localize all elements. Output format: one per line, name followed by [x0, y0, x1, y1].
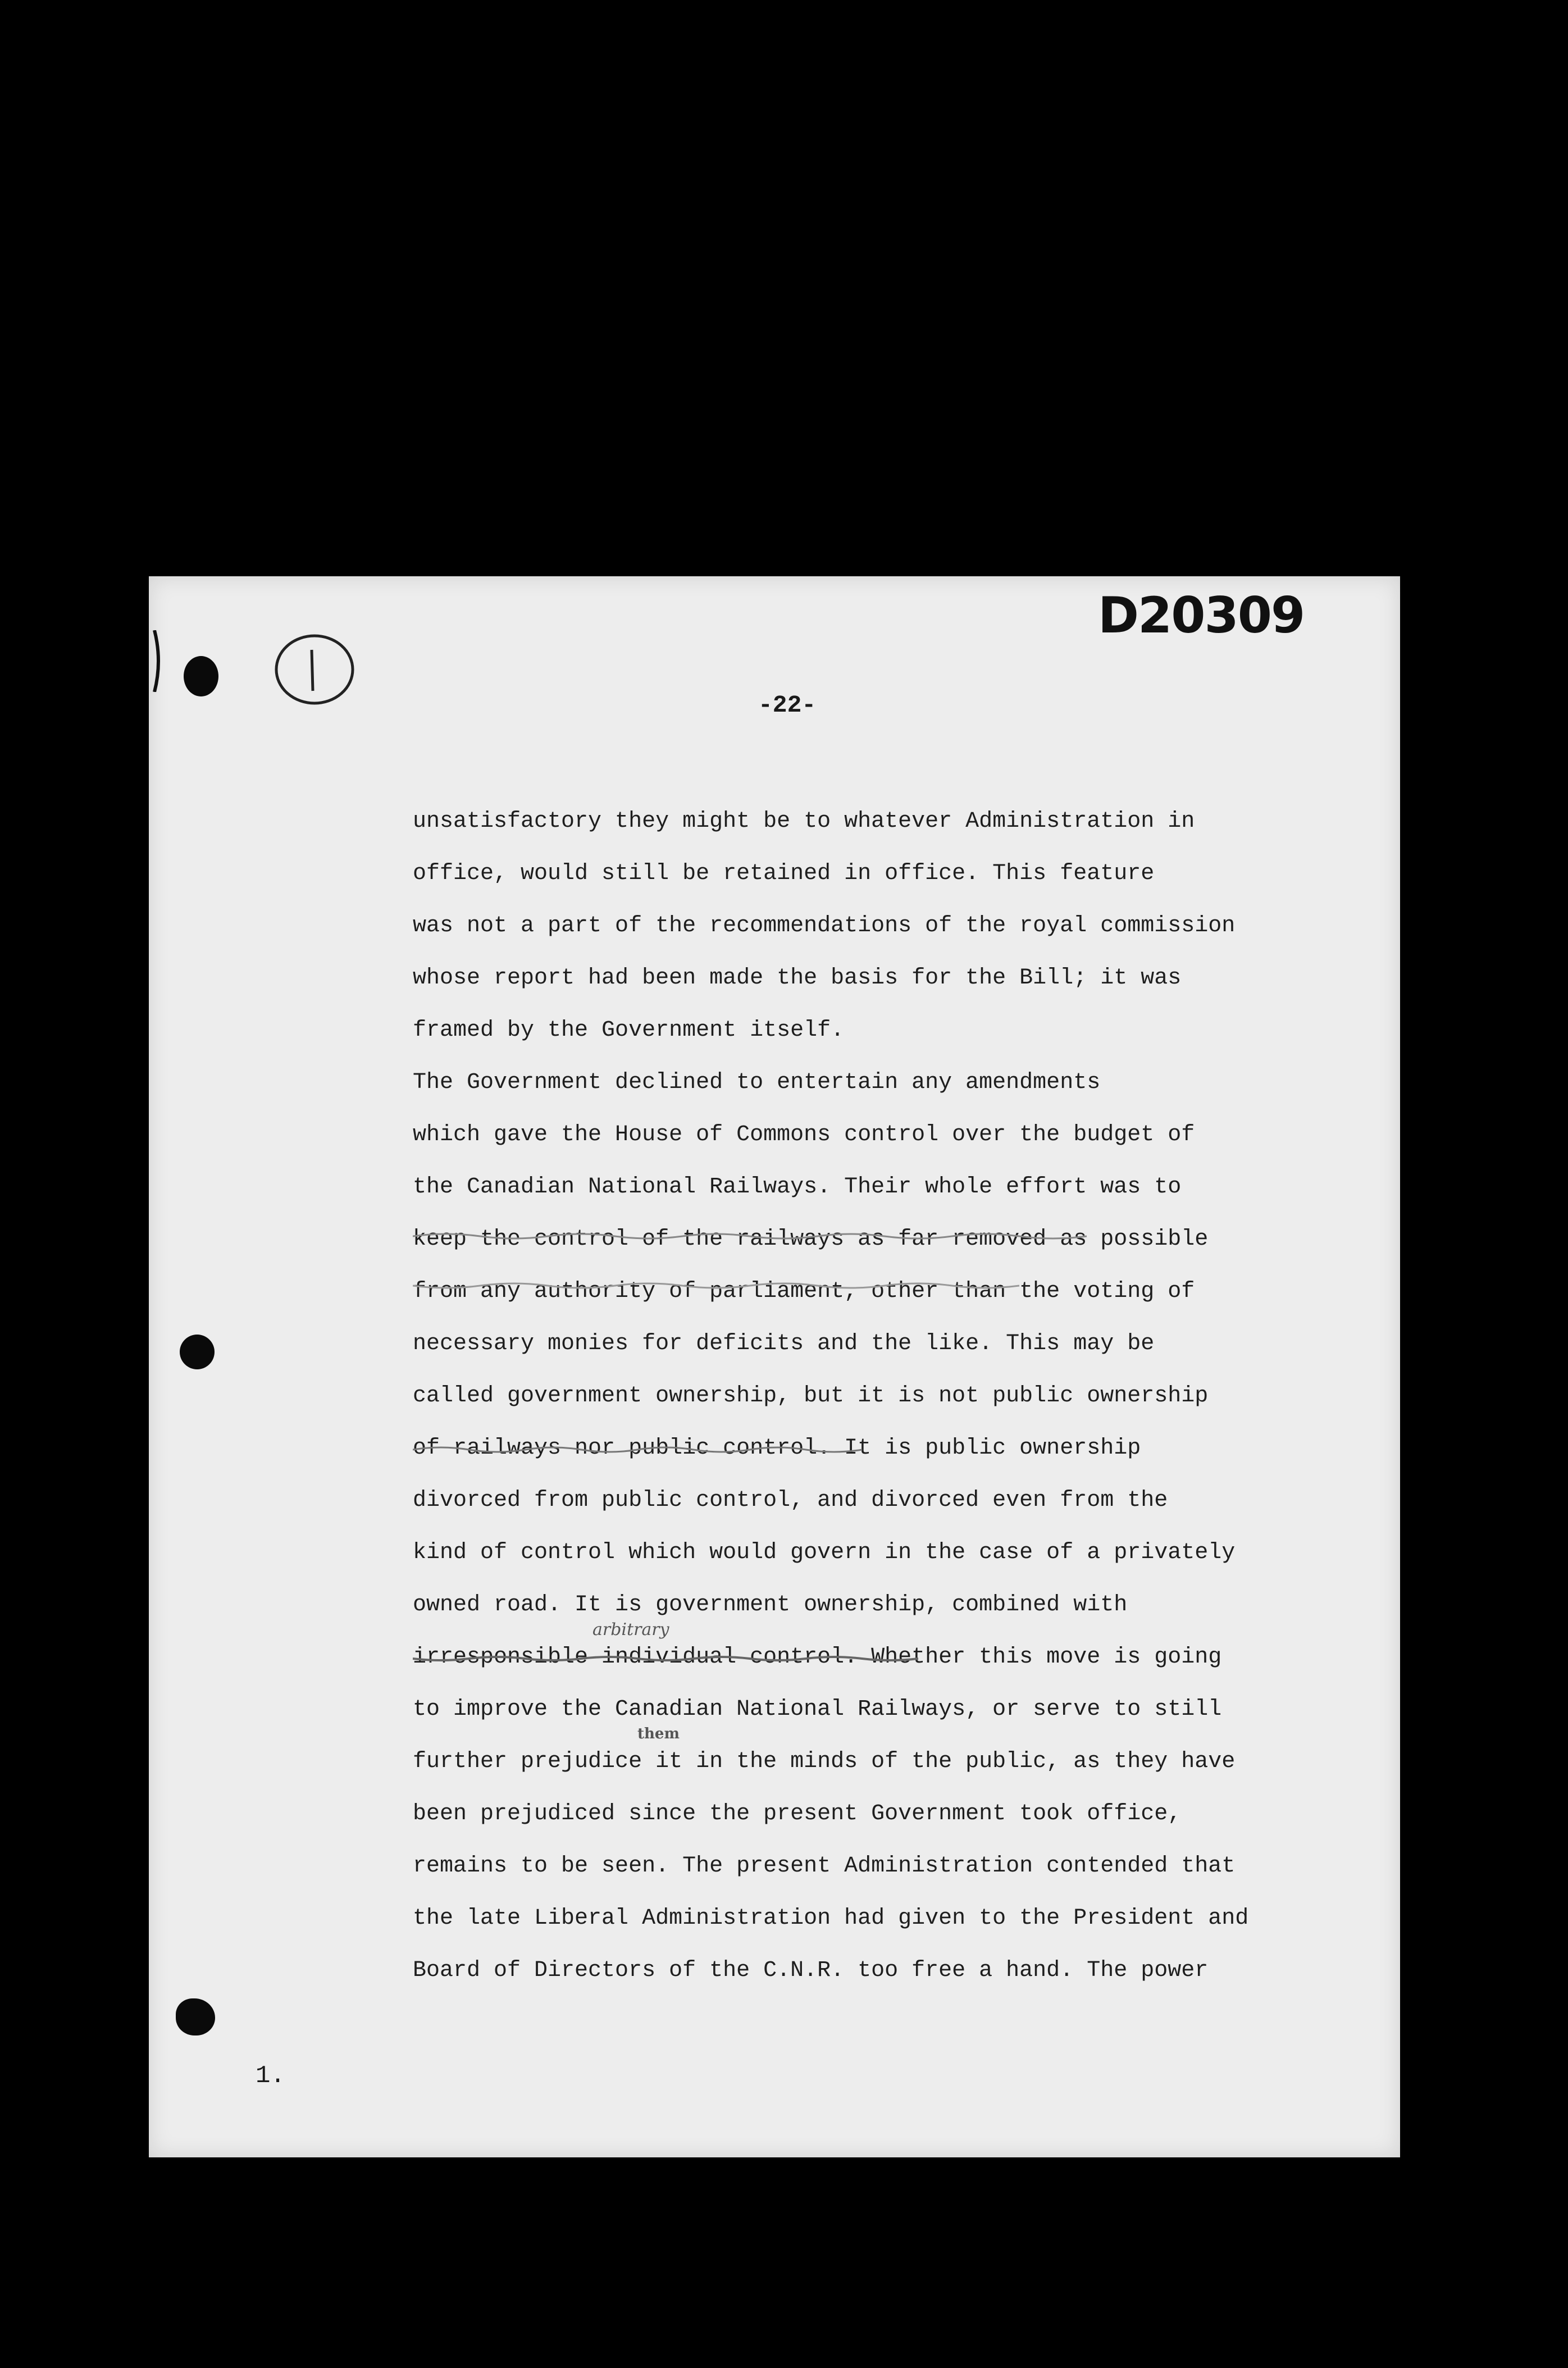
footer-number: 1. [256, 2062, 285, 2090]
text-line: irresponsible individual control. Whether this move is going [413, 1645, 1222, 1670]
text-line: unsatisfactory they might be to whatever Administration in [413, 809, 1195, 834]
punch-hole-top [184, 656, 218, 696]
edge-binding-mark [152, 630, 163, 692]
text-line: been prejudiced since the present Government took office, [413, 1801, 1182, 1827]
text-line: The Government declined to entertain any amendments [413, 1070, 1101, 1095]
text-line: framed by the Government itself. [413, 1018, 845, 1043]
pencil-underline-mark [413, 1444, 890, 1455]
document-id-stamp: D20309 [1098, 586, 1305, 644]
text-line: whose report had been made the basis for the Bill; it was [413, 966, 1182, 991]
text-line: to improve the Canadian National Railways, or serve to still [413, 1697, 1222, 1722]
circled-number-mark [272, 630, 357, 709]
text-line: divorced from public control, and divorced even from the [413, 1488, 1168, 1513]
pencil-underline-mark [413, 1231, 1109, 1242]
text-line: kind of control which would govern in the case of a privately [413, 1540, 1236, 1565]
text-line: Board of Directors of the C.N.R. too free a hand. The power [413, 1958, 1209, 1983]
document-page [149, 576, 1400, 2157]
punch-hole-middle [180, 1335, 215, 1369]
pencil-underline-mark [413, 1653, 935, 1664]
text-line: the late Liberal Administration had given to the President and [413, 1906, 1249, 1931]
text-line: keep the control of the railways as far removed as possible [413, 1227, 1209, 1252]
punch-hole-bottom [176, 1998, 215, 2035]
text-line: which gave the House of Commons control over the budget of [413, 1122, 1195, 1147]
text-line: from any authority of parliament, other than the voting of [413, 1279, 1195, 1304]
text-line: remains to be seen. The present Administration contended that [413, 1854, 1236, 1879]
text-line: further prejudice it in the minds of the public, as they have [413, 1749, 1236, 1774]
handwritten-annotation-them: them [637, 1725, 680, 1742]
pencil-underline-mark [413, 1281, 1059, 1292]
body-text [413, 795, 1379, 1997]
text-line: necessary monies for deficits and the like. This may be [413, 1331, 1155, 1356]
text-line: of railways nor public control. It is public ownership [413, 1436, 1141, 1461]
handwritten-annotation-arbitrary: arbitrary [592, 1620, 669, 1640]
text-line: owned road. It is government ownership, combined with [413, 1592, 1128, 1618]
text-line: office, would still be retained in office. This feature [413, 861, 1155, 886]
text-line: the Canadian National Railways. Their whole effort was to [413, 1174, 1182, 1200]
page-number: -22- [758, 691, 817, 719]
text-line: called government ownership, but it is not public ownership [413, 1383, 1209, 1409]
text-line: was not a part of the recommendations of the royal commission [413, 913, 1236, 939]
